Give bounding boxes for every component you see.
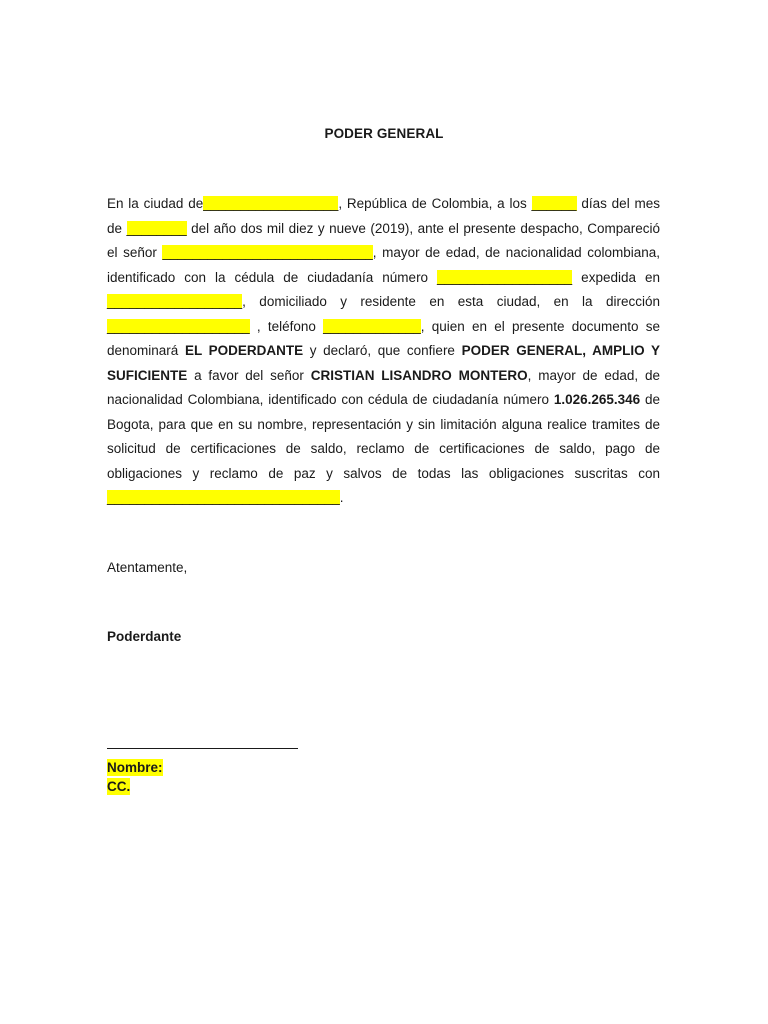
text-segment: , República de Colombia, a los <box>338 196 532 211</box>
text-segment: , quien en el presente documento se denominará <box>107 318 661 358</box>
text-segment: , domiciliado y residente en esta ciudad, en la dirección <box>242 294 660 309</box>
text-segment: . <box>339 490 344 505</box>
month-blank-field[interactable]: ________ <box>126 220 187 236</box>
text-segment: y declaró, que confiere <box>303 343 462 358</box>
power-type: PODER GENERAL, AMPLIO Y SUFICIENTE <box>107 343 660 383</box>
text-segment: de Bogota, para que en su nombre, representación y sin limitación alguna realice tramites de solicitud de certificaciones de saldo, reclamo de certificaciones de saldo, pago de obligaciones y reclamo de paz y salvos de todas las obligaciones suscritas con <box>107 392 660 481</box>
signer-role: Poderdante <box>107 629 182 644</box>
creditor-blank-field[interactable]: _______________________________ <box>107 490 340 505</box>
text-segment: a favor del señor <box>187 367 311 383</box>
city-blank-field[interactable]: __________________ <box>203 196 339 211</box>
grantor-name-blank-field[interactable]: ____________________________ <box>162 245 373 260</box>
attorney-name: CRISTIAN LISANDRO MONTERO <box>310 367 528 383</box>
id-number-blank-field[interactable]: __________________ <box>437 269 573 285</box>
issued-in-blank-field[interactable]: __________________ <box>107 294 243 309</box>
document-body <box>107 192 660 511</box>
day-blank-field[interactable]: ______ <box>531 196 577 211</box>
grantor-designation: EL PODERDANTE <box>184 343 304 358</box>
signature-name-label: Nombre: <box>107 760 163 775</box>
text-segment: , mayor de edad, de nacionalidad colombiana, identificado con la cédula de ciudadanía número <box>107 245 660 285</box>
closing-salutation: Atentamente, <box>107 560 188 575</box>
text-segment: del año dos mil diez y nueve (2019), ante el presente despacho, Compareció el señor <box>107 220 660 260</box>
text-segment: , mayor de edad, de nacionalidad Colombiana, identificado con cédula de ciudadanía número <box>107 367 661 407</box>
body-paragraph <box>107 192 660 511</box>
text-segment: , teléfono <box>249 318 324 334</box>
attorney-id-number: 1.026.265.346 <box>553 392 641 407</box>
text-segment: días del mes de <box>107 196 660 236</box>
signature-cc-label: CC. <box>107 779 131 794</box>
phone-blank-field[interactable]: _____________ <box>323 318 421 334</box>
address-blank-field[interactable]: ___________________ <box>107 318 250 334</box>
document-title: PODER GENERAL <box>324 126 444 141</box>
text-segment: En la ciudad de <box>107 196 204 211</box>
signature-line <box>107 748 298 749</box>
text-segment: expedida en <box>572 269 660 285</box>
